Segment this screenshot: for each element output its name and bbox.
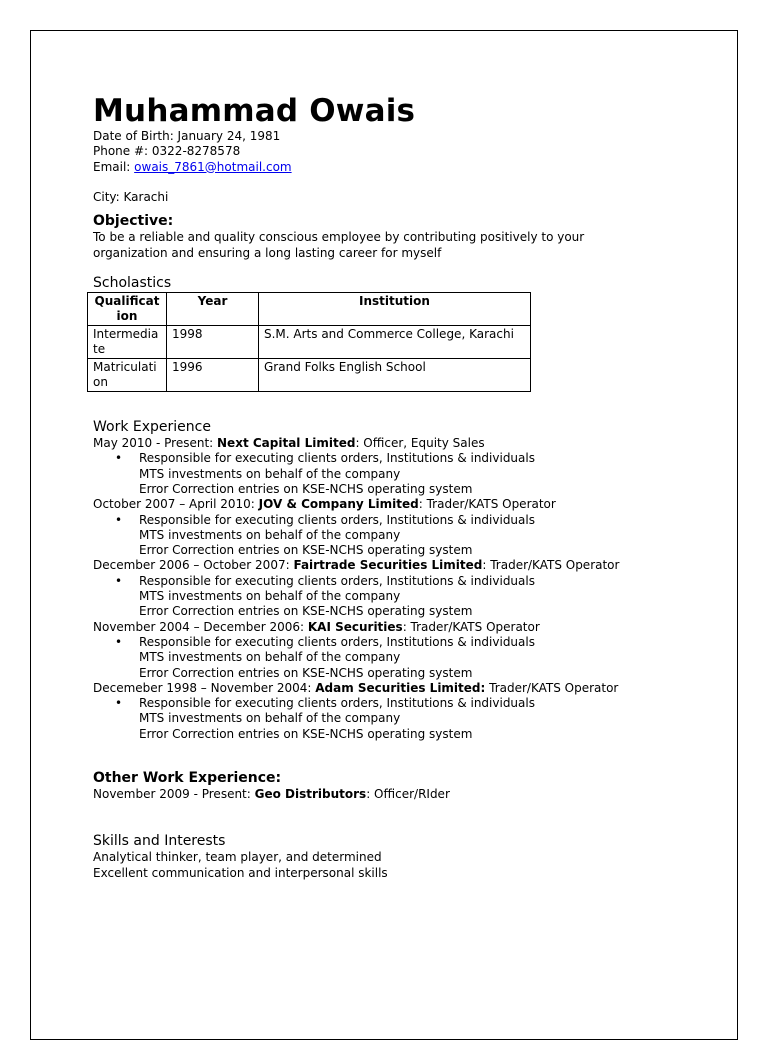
objective-line-2: organization and ensuring a long lasting career for myself	[93, 245, 442, 260]
cell-qualification: Intermedia te	[88, 326, 167, 359]
table-row	[88, 326, 531, 359]
duty-item: MTS investments on behalf of the company	[139, 650, 401, 665]
duty-item: Error Correction entries on KSE-NCHS operating system	[139, 604, 473, 619]
job-title-line	[93, 436, 713, 451]
job-entry	[93, 620, 713, 681]
other-work-heading: Other Work Experience:	[93, 770, 282, 787]
work-experience-heading: Work Experience	[93, 419, 211, 436]
duty-item: • Responsible for executing clients orders, Institutions & individuals	[93, 513, 713, 528]
job-company: Adam Securities Limited:	[315, 680, 486, 695]
skills-line-2: Excellent communication and interpersonal skills	[93, 865, 388, 880]
job-role: Trader/KATS Operator	[485, 680, 619, 695]
job-title-line	[93, 558, 713, 573]
cell-year: 1998	[167, 326, 259, 359]
cell-year: 1996	[167, 359, 259, 392]
job-company: KAI Securities	[307, 619, 403, 634]
duty-item: MTS investments on behalf of the company	[139, 466, 401, 481]
resume-content	[93, 93, 713, 881]
job-company: Fairtrade Securities Limited	[293, 558, 483, 573]
column-header-institution: Institution	[259, 293, 531, 326]
cell-institution: S.M. Arts and Commerce College, Karachi	[259, 326, 531, 359]
duties-list	[93, 513, 713, 559]
duty-item: Error Correction entries on KSE-NCHS operating system	[139, 726, 473, 741]
date-of-birth: Date of Birth: January 24, 1981	[93, 129, 281, 143]
skills-heading: Skills and Interests	[93, 833, 226, 850]
skills-line-1: Analytical thinker, team player, and determined	[93, 850, 382, 865]
job-period: November 2009 - Present:	[93, 787, 255, 802]
other-work-line	[93, 787, 713, 802]
job-company: Next Capital Limited	[217, 436, 356, 451]
duties-list	[93, 451, 713, 497]
duty-item: Error Correction entries on KSE-NCHS operating system	[139, 665, 473, 680]
duties-list	[93, 635, 713, 681]
spacer	[93, 175, 713, 190]
objective-line-1: To be a reliable and quality conscious employee by contributing positively to your	[93, 230, 585, 245]
email-line	[93, 160, 713, 175]
duties-list	[93, 574, 713, 620]
duty-item: Error Correction entries on KSE-NCHS operating system	[139, 481, 473, 496]
phone-number: Phone #: 0322-8278578	[93, 144, 241, 159]
job-entry	[93, 558, 713, 619]
cell-qualification: Matriculati on	[88, 359, 167, 392]
duty-item: MTS investments on behalf of the company	[139, 589, 401, 604]
job-role: : Trader/KATS Operator	[418, 497, 556, 512]
column-header-year: Year	[167, 293, 259, 326]
table-row	[88, 359, 531, 392]
candidate-name: Muhammad Owais	[93, 93, 416, 129]
job-period: October 2007 – April 2010:	[93, 497, 259, 512]
job-title-line	[93, 497, 713, 512]
duty-item: • Responsible for executing clients orders, Institutions & individuals	[93, 696, 713, 711]
job-entry	[93, 681, 713, 742]
job-period: November 2004 – December 2006:	[93, 619, 308, 634]
job-role: : Officer/RIder	[366, 787, 450, 802]
job-title-line	[93, 681, 713, 696]
job-period: May 2010 - Present:	[93, 436, 218, 451]
job-role: : Trader/KATS Operator	[482, 558, 620, 573]
duties-list	[93, 696, 713, 742]
resume-page	[30, 30, 738, 1040]
duty-item: • Responsible for executing clients orders, Institutions & individuals	[93, 451, 713, 466]
duty-item: MTS investments on behalf of the company	[139, 527, 401, 542]
job-company: Geo Distributors	[254, 787, 367, 802]
job-role: : Trader/KATS Operator	[402, 619, 540, 634]
duty-item: • Responsible for executing clients orders, Institutions & individuals	[93, 574, 713, 589]
job-period: Decemeber 1998 – November 2004:	[93, 680, 316, 695]
duty-item: Error Correction entries on KSE-NCHS operating system	[139, 543, 473, 558]
scholastics-table	[87, 292, 531, 392]
job-entry	[93, 436, 713, 497]
scholastics-heading: Scholastics	[93, 275, 172, 292]
objective-heading: Objective:	[93, 213, 174, 230]
email-label: Email:	[93, 159, 135, 174]
email-link[interactable]: owais_7861@hotmail.com	[134, 159, 292, 174]
city: City: Karachi	[93, 190, 169, 205]
job-company: JOV & Company Limited	[258, 497, 419, 512]
job-period: December 2006 – October 2007:	[93, 558, 294, 573]
job-entry	[93, 497, 713, 558]
column-header-qualification: Qualificat ion	[88, 293, 167, 326]
duty-item: MTS investments on behalf of the company	[139, 711, 401, 726]
job-role: : Officer, Equity Sales	[355, 436, 485, 451]
table-header-row	[88, 293, 531, 326]
duty-item: • Responsible for executing clients orders, Institutions & individuals	[93, 635, 713, 650]
job-title-line	[93, 620, 713, 635]
cell-institution: Grand Folks English School	[259, 359, 531, 392]
